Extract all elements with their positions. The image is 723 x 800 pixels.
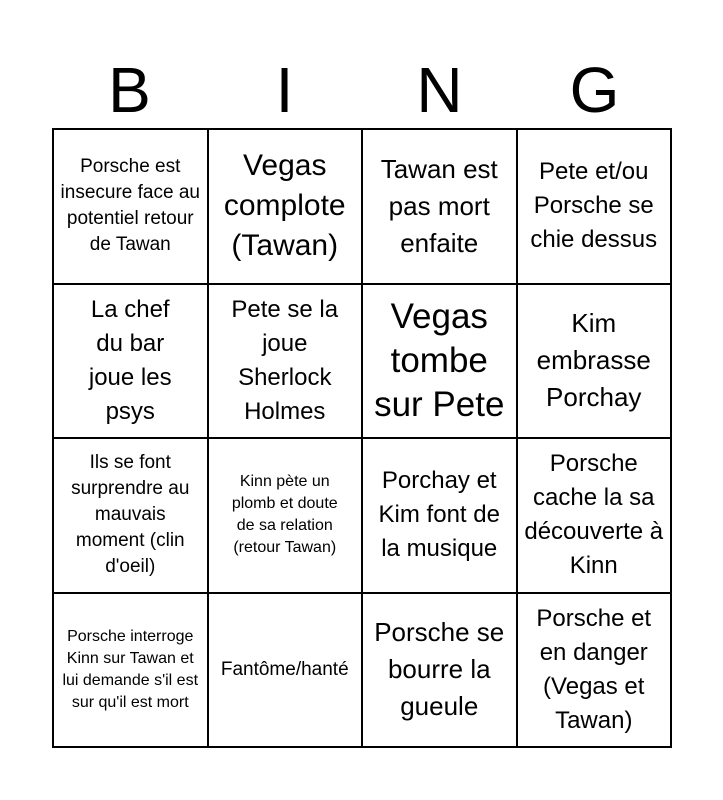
cell-text: Porsche et en danger (Vegas et Tawan) (536, 604, 652, 734)
cell-text: Porsche est insecure face au potentiel retour de Tawan (60, 156, 200, 256)
cell-text: Fantôme/hanté (220, 658, 349, 680)
header-letter-i: I (275, 54, 294, 126)
bingo-cell[interactable] (53, 284, 208, 439)
cell-text: Porsche se bourre la gueule (374, 617, 505, 722)
bingo-cell[interactable] (517, 284, 672, 439)
bingo-cell[interactable] (362, 284, 517, 439)
bingo-cell[interactable] (208, 438, 363, 593)
bingo-cell[interactable] (362, 438, 517, 593)
cell-text: Porsche interroge Kinn sur Tawan et lui demande s'il est sur qu'il est mort (62, 627, 199, 711)
bingo-cell[interactable] (517, 438, 672, 593)
bingo-cell[interactable] (362, 129, 517, 284)
bingo-cell[interactable] (53, 593, 208, 748)
cell-text: Kim embrasse Porchay (536, 308, 651, 413)
bingo-cell[interactable] (208, 284, 363, 439)
bingo-cell[interactable] (362, 593, 517, 748)
cell-text: Vegas tombe sur Pete (374, 296, 505, 424)
header-letter-n: N (416, 54, 463, 126)
cell-text: Ils se font surprendre au mauvais moment (clin d'oeil) (71, 452, 190, 578)
bingo-cell[interactable] (517, 593, 672, 748)
header-letter-b: B (108, 54, 151, 126)
bingo-cell[interactable] (208, 593, 363, 748)
bingo-header (52, 52, 672, 128)
cell-text: La chef du bar joue les psys (88, 295, 172, 425)
cell-text: Porchay et Kim font de la musique (378, 467, 500, 563)
bingo-grid (52, 128, 672, 748)
bingo-cell[interactable] (53, 438, 208, 593)
cell-text: Vegas complote (Tawan) (223, 149, 346, 263)
bingo-cell[interactable] (208, 129, 363, 284)
cell-text: Tawan est pas mort enfaite (380, 153, 498, 258)
bingo-cell[interactable] (517, 129, 672, 284)
bingo-cell[interactable] (53, 129, 208, 284)
cell-text: Pete se la joue Sherlock Holmes (231, 295, 339, 425)
cell-text: Porsche cache la sa découverte à Kinn (524, 450, 664, 580)
header-letter-g: G (569, 54, 620, 126)
cell-text: Pete et/ou Porsche se chie dessus (530, 158, 658, 254)
cell-text: Kinn pète un plomb et doute de sa relation (retour Tawan) (231, 473, 338, 557)
